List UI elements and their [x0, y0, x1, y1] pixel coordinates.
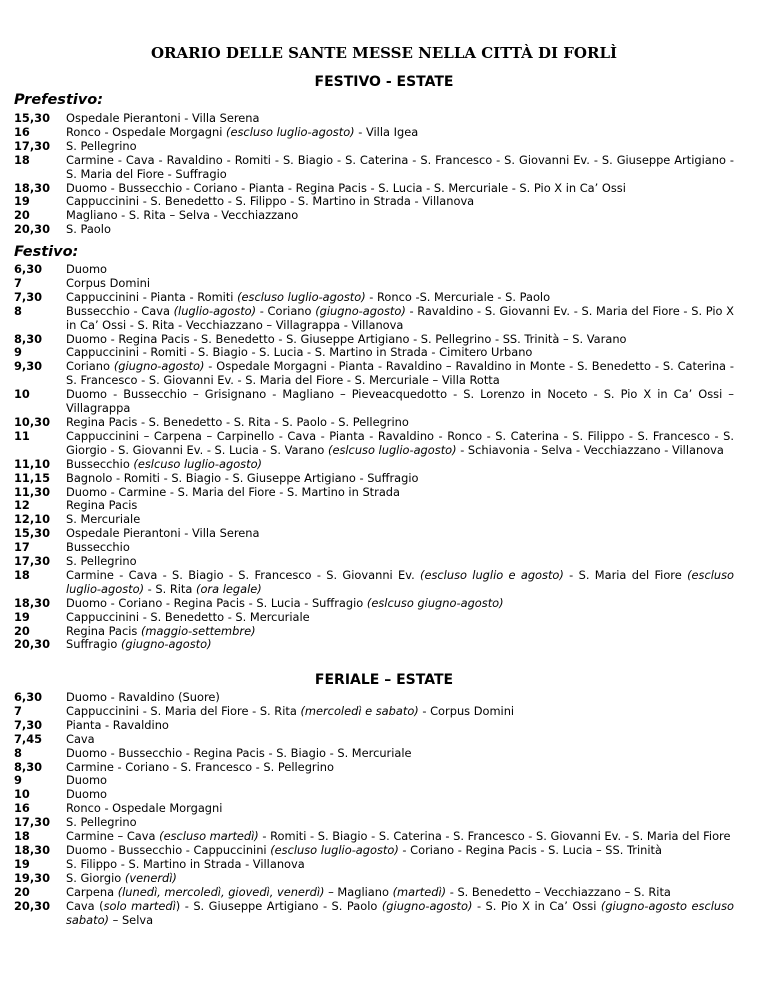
- church-list: [66, 209, 734, 223]
- schedule-row: [14, 360, 734, 388]
- church-names: Bussecchio - Cava: [66, 303, 174, 318]
- period-note: (eslcuso luglio-agosto): [328, 442, 457, 457]
- mass-time: 19: [14, 194, 30, 209]
- church-names: S. Pellegrino: [66, 138, 137, 153]
- period-note: (escluso luglio e agosto): [420, 567, 564, 582]
- church-names: Regina Pacis - S. Benedetto - S. Rita - S. Paolo - S. Pellegrino: [66, 414, 409, 429]
- church-list: [66, 360, 734, 388]
- church-list: [66, 263, 734, 277]
- church-names: Carmine - Cava - S. Biagio - S. Francesco - S. Giovanni Ev.: [66, 567, 421, 582]
- church-names: - Ospedale Morgagni - Pianta - Ravaldino – Ravaldino in Monte - S. Benedetto - S. Caterina - S. Francesco - S. Giovanni Ev. - S. Maria del Fiore - S. Mercuriale – Villa Rotta: [66, 359, 735, 388]
- prefestivo-schedule: [14, 112, 734, 237]
- mass-time: 19: [14, 609, 30, 624]
- church-names: Corpus Domini: [66, 275, 150, 290]
- church-names: - S. Rita: [144, 581, 197, 596]
- church-names: Regina Pacis: [66, 498, 138, 513]
- period-note: (eslcuso luglio-agosto): [133, 456, 262, 471]
- mass-time: 17: [14, 540, 30, 555]
- schedule-row: [14, 555, 734, 569]
- church-list: [66, 126, 734, 140]
- mass-time: 9: [14, 345, 22, 360]
- church-list: [66, 195, 734, 209]
- church-names: - S. Pio X in Ca’ Ossi: [472, 898, 601, 913]
- church-names: Duomo - Carmine - S. Maria del Fiore - S. Martino in Strada: [66, 484, 401, 499]
- church-names: S. Filippo - S. Martino in Strada - Villanova: [66, 856, 305, 871]
- church-list: [66, 154, 734, 182]
- schedule-row: [14, 691, 734, 705]
- schedule-row: [14, 705, 734, 719]
- church-names: - Romiti - S. Biagio - S. Caterina - S. Francesco - S. Giovanni Ev. - S. Maria del Fiore: [258, 829, 731, 844]
- schedule-row: [14, 830, 734, 844]
- church-list: [66, 333, 734, 347]
- mass-time: 7,45: [14, 731, 43, 746]
- church-names: Carmine – Cava: [66, 829, 160, 844]
- church-names: Duomo: [66, 787, 108, 802]
- mass-time: 15,30: [14, 526, 51, 541]
- church-names: Cappuccinini - S. Maria del Fiore - S. Rita: [66, 703, 301, 718]
- schedule-row: [14, 388, 734, 416]
- mass-time: 18,30: [14, 842, 51, 857]
- period-note: (giugno-agosto): [120, 637, 212, 652]
- schedule-row: [14, 291, 734, 305]
- church-names: Duomo - Bussecchio - Coriano - Pianta - Regina Pacis - S. Lucia - S. Mercuriale - S. Pio X in Ca’ Ossi: [66, 180, 626, 195]
- church-list: [66, 774, 734, 788]
- church-names: - Corpus Domini: [418, 703, 515, 718]
- mass-time: 7: [14, 275, 22, 290]
- church-names: S. Paolo: [66, 222, 111, 237]
- church-list: [66, 900, 734, 928]
- schedule-row: [14, 277, 734, 291]
- church-list: [66, 761, 734, 775]
- schedule-row: [14, 886, 734, 900]
- church-names: Duomo - Bussecchio – Grisignano - Magliano – Pieveacquedotto - S. Lorenzo in Noceto - S. Pio X in Ca’ Ossi – Villagrappa: [66, 387, 734, 416]
- mass-time: 17,30: [14, 138, 51, 153]
- mass-time: 20: [14, 884, 30, 899]
- church-names: - S. Benedetto – Vecchiazzano – S. Rita: [446, 884, 671, 899]
- church-list: [66, 291, 734, 305]
- schedule-row: [14, 486, 734, 500]
- church-names: Duomo - Regina Pacis - S. Benedetto - S. Giuseppe Artigiano - S. Pellegrino - SS. Trinità – S. Varano: [66, 331, 627, 346]
- schedule-row: [14, 541, 734, 555]
- mass-time: 18: [14, 567, 30, 582]
- church-list: [66, 844, 734, 858]
- church-names: Ronco - Ospedale Morgagni: [66, 124, 227, 139]
- church-names: Bagnolo - Romiti - S. Biagio - S. Giuseppe Artigiano - Suffragio: [66, 470, 419, 485]
- church-names: Cappuccinini - S. Benedetto - S. Filippo - S. Martino in Strada - Villanova: [66, 194, 475, 209]
- schedule-row: [14, 597, 734, 611]
- mass-time: 7,30: [14, 289, 43, 304]
- schedule-row: [14, 569, 734, 597]
- schedule-row: [14, 195, 734, 209]
- church-names: Ospedale Pierantoni - Villa Serena: [66, 526, 260, 541]
- schedule-row: [14, 140, 734, 154]
- church-names: - Coriano: [256, 303, 316, 318]
- mass-time: 9,30: [14, 359, 43, 374]
- period-note: (giugno-agosto): [315, 303, 406, 318]
- church-list: [66, 816, 734, 830]
- schedule-row: [14, 126, 734, 140]
- church-list: [66, 388, 734, 416]
- schedule-row: [14, 844, 734, 858]
- church-names: Cava: [66, 731, 95, 746]
- church-names: Cappuccinini – Carpena – Carpinello - Cava - Pianta - Ravaldino - Ronco - S. Caterina - S. Filippo - S. Francesco - S. Giorgio - S. Giovanni Ev. - S. Lucia - S. Varano: [66, 428, 734, 457]
- church-names: Magliano - S. Rita – Selva - Vecchiazzano: [66, 208, 299, 223]
- church-names: Carmine - Cava - Ravaldino - Romiti - S. Biagio - S. Caterina - S. Francesco - S. Giovanni Ev. - S. Giuseppe Artigiano - S. Maria del Fiore - Suffragio: [66, 152, 734, 181]
- church-list: [66, 277, 734, 291]
- mass-time: 20,30: [14, 898, 51, 913]
- church-list: [66, 788, 734, 802]
- schedule-row: [14, 719, 734, 733]
- period-note: (escluso luglio-agosto): [237, 289, 366, 304]
- festivo-schedule: [14, 263, 734, 652]
- mass-time: 18,30: [14, 595, 51, 610]
- schedule-row: [14, 900, 734, 928]
- church-list: [66, 830, 734, 844]
- church-names: Duomo - Bussecchio - Cappuccinini: [66, 842, 271, 857]
- church-names: Duomo: [66, 773, 108, 788]
- schedule-row: [14, 472, 734, 486]
- church-list: [66, 182, 734, 196]
- church-names: - S. Maria del Fiore: [563, 567, 688, 582]
- mass-time: 16: [14, 124, 30, 139]
- schedule-row: [14, 802, 734, 816]
- mass-time: 10: [14, 787, 30, 802]
- schedule-row: [14, 499, 734, 513]
- church-list: [66, 872, 734, 886]
- church-names: S. Mercuriale: [66, 512, 141, 527]
- church-names: Pianta - Ravaldino: [66, 717, 169, 732]
- church-list: [66, 858, 734, 872]
- church-list: [66, 733, 734, 747]
- mass-time: 12,10: [14, 512, 51, 527]
- church-names: Carmine - Coriano - S. Francesco - S. Pellegrino: [66, 759, 334, 774]
- church-names: Coriano: [66, 359, 114, 374]
- period-note: (escluso luglio-agosto): [226, 124, 355, 139]
- period-note: (luglio-agosto): [173, 303, 257, 318]
- church-names: - Ronco -S. Mercuriale - S. Paolo: [365, 289, 551, 304]
- schedule-row: [14, 333, 734, 347]
- mass-time: 11,15: [14, 470, 51, 485]
- mass-time: 8,30: [14, 759, 43, 774]
- church-names: Ronco - Ospedale Morgagni: [66, 801, 223, 816]
- church-list: [66, 691, 734, 705]
- mass-time: 17,30: [14, 815, 51, 830]
- church-names: Duomo - Coriano - Regina Pacis - S. Lucia - Suffragio: [66, 595, 367, 610]
- schedule-row: [14, 305, 734, 333]
- period-note: (venerdì): [124, 870, 177, 885]
- mass-time: 11: [14, 428, 30, 443]
- schedule-row: [14, 638, 734, 652]
- schedule-row: [14, 223, 734, 237]
- mass-time: 20: [14, 623, 30, 638]
- page-title: ORARIO DELLE SANTE MESSE NELLA CITTÀ DI FORLÌ: [150, 44, 618, 62]
- church-list: [66, 472, 734, 486]
- feriale-estate-heading: FERIALE – ESTATE: [314, 672, 454, 688]
- prefestivo-label: Prefestivo:: [14, 92, 104, 108]
- mass-time: 10,30: [14, 414, 51, 429]
- church-list: [66, 541, 734, 555]
- church-names: Duomo - Ravaldino (Suore): [66, 690, 220, 704]
- church-list: [66, 527, 734, 541]
- church-names: S. Giorgio: [66, 870, 125, 885]
- schedule-row: [14, 816, 734, 830]
- schedule-row: [14, 182, 734, 196]
- period-note: (giugno-agosto): [113, 359, 205, 374]
- church-names: Regina Pacis: [66, 623, 141, 638]
- church-names: - Coriano - Regina Pacis - S. Lucia – SS. Trinità: [398, 842, 662, 857]
- mass-time: 18: [14, 829, 30, 844]
- festivo-label: Festivo:: [14, 244, 79, 260]
- schedule-row: [14, 430, 734, 458]
- church-names: Cappuccinini - S. Benedetto - S. Mercuriale: [66, 609, 310, 624]
- schedule-row: [14, 733, 734, 747]
- mass-time: 19,30: [14, 870, 51, 885]
- mass-time: 8: [14, 303, 22, 318]
- church-names: - Villa Igea: [354, 124, 419, 139]
- feriale-schedule: [14, 691, 734, 927]
- schedule-row: [14, 625, 734, 639]
- schedule-row: [14, 527, 734, 541]
- church-list: [66, 458, 734, 472]
- church-list: [66, 569, 734, 597]
- period-note: (giugno-agosto): [381, 898, 473, 913]
- church-list: [66, 430, 734, 458]
- church-list: [66, 719, 734, 733]
- mass-time: 10: [14, 387, 30, 402]
- schedule-row: [14, 774, 734, 788]
- schedule-row: [14, 872, 734, 886]
- church-names: Carpena: [66, 884, 118, 899]
- church-names: Cappuccinini - Pianta - Romiti: [66, 289, 238, 304]
- church-list: [66, 513, 734, 527]
- period-note: (maggio-settembre): [140, 623, 256, 638]
- mass-time: 8,30: [14, 331, 43, 346]
- church-list: [66, 886, 734, 900]
- church-list: [66, 140, 734, 154]
- period-note: (eslcuso giugno-agosto): [366, 595, 504, 610]
- mass-time: 17,30: [14, 554, 51, 569]
- mass-time: 20,30: [14, 222, 51, 237]
- church-list: [66, 747, 734, 761]
- mass-time: 20: [14, 208, 30, 223]
- church-names: Cappuccinini - Romiti - S. Biagio - S. Lucia - S. Martino in Strada - Cimitero Urbano: [66, 345, 533, 360]
- schedule-row: [14, 747, 734, 761]
- church-names: Duomo - Bussecchio - Regina Pacis - S. Biagio - S. Mercuriale: [66, 745, 412, 760]
- schedule-row: [14, 346, 734, 360]
- mass-time: 6,30: [14, 262, 43, 276]
- festivo-estate-heading: FESTIVO - ESTATE: [314, 74, 454, 90]
- schedule-row: [14, 209, 734, 223]
- church-names: – Magliano: [324, 884, 393, 899]
- mass-time: 11,10: [14, 456, 51, 471]
- period-note: (escluso martedì): [159, 829, 259, 844]
- church-list: [66, 802, 734, 816]
- church-list: [66, 555, 734, 569]
- church-list: [66, 486, 734, 500]
- church-list: [66, 346, 734, 360]
- church-names: Bussecchio: [66, 540, 130, 555]
- church-list: [66, 611, 734, 625]
- mass-time: 18: [14, 152, 30, 167]
- mass-time: 18,30: [14, 180, 51, 195]
- mass-time: 20,30: [14, 637, 51, 652]
- church-names: Ospedale Pierantoni - Villa Serena: [66, 111, 260, 125]
- church-list: [66, 625, 734, 639]
- period-note: (ora legale): [196, 581, 262, 596]
- church-names: - Ravaldino - S. Giovanni Ev. - S. Maria del Fiore - S. Pio X in Ca’ Ossi - S. Rita - Vecchiazzano – Villagrappa - Villanova: [66, 303, 734, 332]
- schedule-row: [14, 788, 734, 802]
- church-list: [66, 416, 734, 430]
- mass-time: 9: [14, 773, 22, 788]
- church-list: [66, 112, 734, 126]
- mass-time: 7,30: [14, 717, 43, 732]
- church-names: – Selva: [109, 912, 154, 927]
- mass-time: 19: [14, 856, 30, 871]
- church-list: [66, 705, 734, 719]
- period-note: (lunedì, mercoledì, giovedì, venerdì): [117, 884, 325, 899]
- schedule-row: [14, 761, 734, 775]
- period-note: (giugno-agosto escluso sabato): [66, 898, 734, 927]
- schedule-row: [14, 458, 734, 472]
- schedule-row: [14, 416, 734, 430]
- mass-time: 12: [14, 498, 30, 513]
- church-list: [66, 305, 734, 333]
- mass-time: 8: [14, 745, 22, 760]
- church-names: Cava (: [66, 898, 104, 913]
- period-note: (escluso luglio-agosto): [270, 842, 399, 857]
- church-list: [66, 223, 734, 237]
- period-note: (escluso luglio-agosto): [66, 567, 734, 596]
- church-names: Bussecchio: [66, 456, 134, 471]
- schedule-row: [14, 154, 734, 182]
- mass-time: 16: [14, 801, 30, 816]
- mass-time: 7: [14, 703, 22, 718]
- church-list: [66, 597, 734, 611]
- church-names: Duomo: [66, 262, 108, 276]
- church-names: S. Pellegrino: [66, 815, 137, 830]
- church-names: - Schiavonia - Selva - Vecchiazzano - Villanova: [456, 442, 724, 457]
- schedule-row: [14, 611, 734, 625]
- period-note: (mercoledì e sabato): [300, 703, 419, 718]
- period-note: (martedì): [392, 884, 447, 899]
- schedule-row: [14, 858, 734, 872]
- church-list: [66, 638, 734, 652]
- church-list: [66, 499, 734, 513]
- mass-time: 11,30: [14, 484, 51, 499]
- period-note: solo martedì: [103, 898, 176, 913]
- church-names: Suffragio: [66, 637, 121, 652]
- church-names: ) - S. Giuseppe Artigiano - S. Paolo: [175, 898, 382, 913]
- schedule-row: [14, 112, 734, 126]
- church-names: S. Pellegrino: [66, 554, 137, 569]
- mass-time: 15,30: [14, 111, 51, 125]
- mass-time: 6,30: [14, 690, 43, 704]
- schedule-row: [14, 513, 734, 527]
- schedule-row: [14, 263, 734, 277]
